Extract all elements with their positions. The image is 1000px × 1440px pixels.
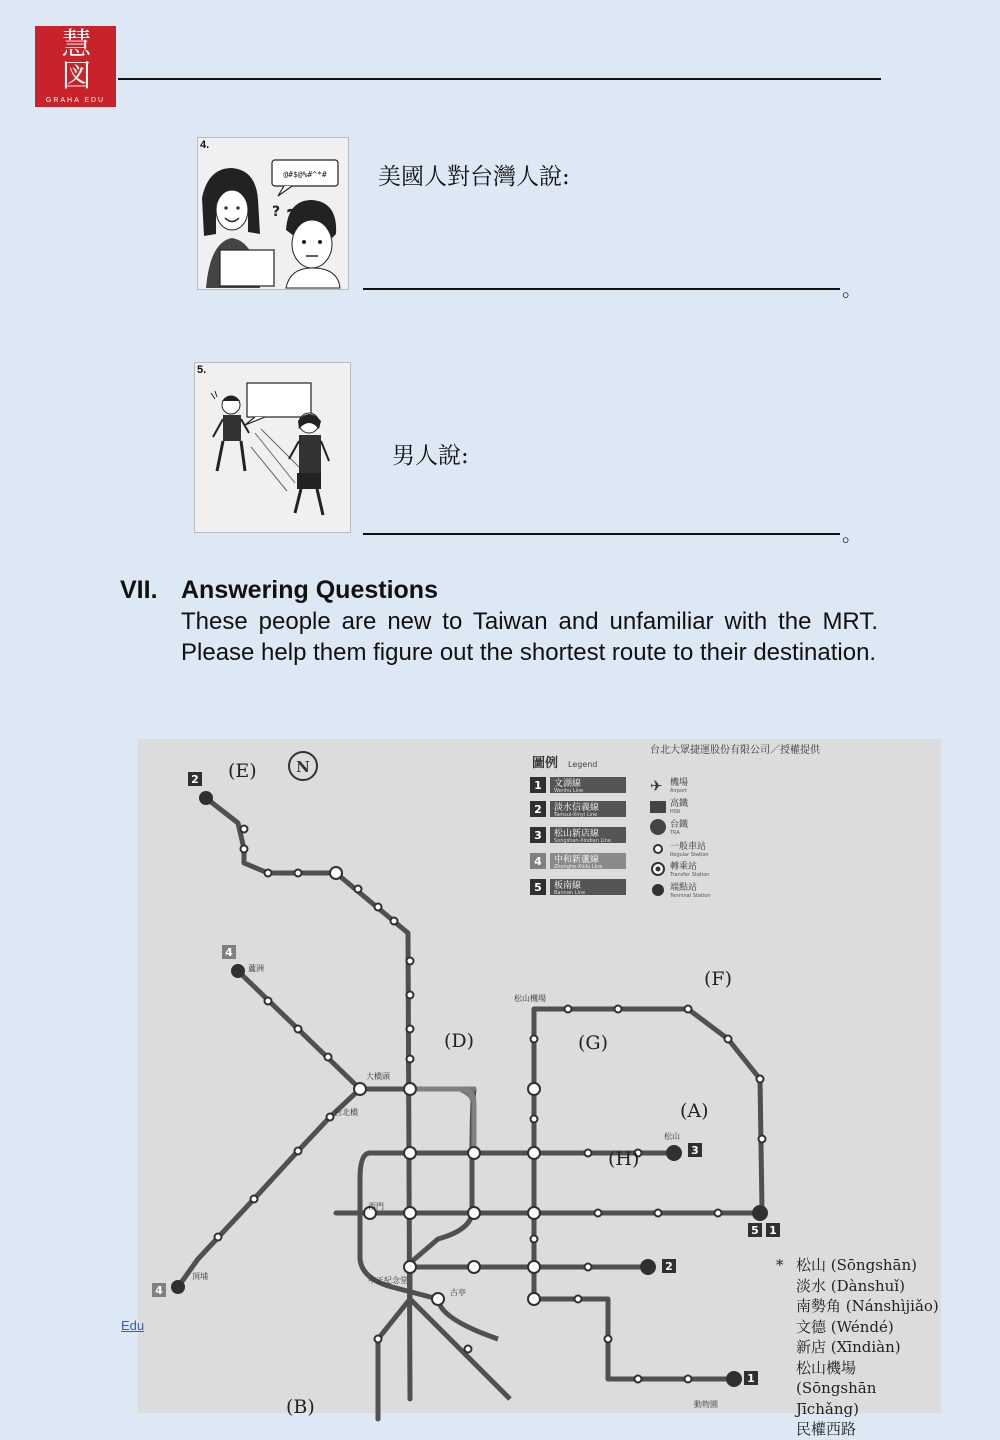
destination-item: 松山 (Sōngshān)	[796, 1256, 918, 1274]
legend-line-2-en: Tamsui-Xinyi Line	[554, 812, 598, 818]
section-title: Answering Questions	[181, 576, 438, 604]
q5-illustration	[194, 362, 351, 533]
legend-line-2-zh: 淡水信義線	[554, 803, 600, 813]
legend-title-en: Legend	[568, 760, 598, 769]
legend-line-3-num: 3	[534, 829, 542, 842]
q4-answer-blank[interactable]	[363, 288, 840, 290]
badge-4-south-text: 4	[155, 1284, 163, 1297]
legend-terminal-zh: 端點站	[670, 883, 698, 893]
legend-title: 圖例	[532, 756, 559, 771]
legend-line-3-en: Songshan-Xindian Line	[554, 838, 611, 844]
legend-transfer-zh: 轉乘站	[670, 862, 698, 872]
legend-line-5-num: 5	[534, 881, 542, 894]
legend-transfer-en: Transfer Station	[670, 872, 710, 878]
destination-item: 淡水 (Dànshuǐ)	[796, 1276, 905, 1295]
legend-line-2-num: 2	[534, 803, 542, 816]
legend-line-1-num: 1	[534, 779, 542, 792]
station-guting: 古亭	[450, 1288, 466, 1297]
destination-item: (Sōngshān Jīchǎng)	[796, 1379, 877, 1418]
star-marker-icon: *	[776, 1256, 784, 1274]
station-ximen: 西門	[368, 1202, 384, 1211]
question-mark-icon: ?	[286, 205, 298, 229]
station-cks-memorial: 中正紀念堂	[368, 1276, 408, 1285]
station-zoo: 動物園	[694, 1400, 718, 1409]
legend-line-4-en: Zhonghe-Xinlu Line	[554, 864, 603, 870]
legend-tra-zh: 台鐵	[670, 820, 689, 830]
destination-item: 南勢角 (Nánshìjiǎo)	[796, 1297, 939, 1315]
station-dingpu: 頂埔	[192, 1272, 208, 1281]
terminal-station-icon	[652, 884, 664, 896]
airport-icon: ✈	[650, 777, 663, 795]
legend-terminal-en: Terminal Station	[670, 893, 711, 899]
north-symbol: N	[296, 758, 310, 776]
section-number: VII.	[120, 576, 158, 604]
hsr-icon	[650, 801, 666, 813]
badge-5-text: 5	[751, 1224, 759, 1237]
badge-2-east-text: 2	[665, 1260, 673, 1273]
legend-line-4-num: 4	[534, 855, 542, 868]
legend-tra-en: TRA	[670, 830, 680, 836]
destination-item: 松山機場	[796, 1358, 857, 1377]
point-label-h: (H)	[608, 1148, 640, 1170]
legend-line-5-en: Bannan Line	[554, 890, 586, 896]
badge-2-north-text: 2	[191, 773, 199, 786]
line-4-main	[360, 1089, 474, 1419]
q4-illustration	[197, 137, 349, 290]
q5-prompt: 男人說:	[392, 443, 469, 469]
destination-item: 民權西路	[796, 1420, 857, 1438]
legend-line-1-zh: 文湖線	[554, 779, 582, 789]
point-label-e: (E)	[228, 760, 257, 782]
tra-icon	[650, 819, 666, 835]
graha-edu-logo	[35, 26, 116, 107]
map-provider: 台北大眾捷運股份有限公司／授權提供	[650, 745, 820, 756]
badge-1-south-text: 1	[747, 1372, 755, 1385]
logo-subtitle: GRAHA EDU	[45, 97, 106, 104]
mrt-map	[138, 739, 941, 1438]
southern-branch	[410, 1299, 510, 1399]
destination-item: 文德 (Wéndé)	[796, 1317, 894, 1336]
legend-line-3-zh: 松山新店線	[554, 829, 600, 839]
station-tamsui-terminal	[200, 792, 212, 804]
line-2-tamsui-xinyi	[206, 798, 410, 1399]
legend-line-4-zh: 中和新蘆線	[554, 855, 600, 865]
badge-4-luzhou-text: 4	[225, 946, 233, 959]
point-label-a: (A)	[680, 1100, 709, 1122]
q5-number: 5.	[197, 364, 207, 376]
point-label-g: (G)	[578, 1032, 609, 1054]
station-songshan: 松山	[664, 1132, 680, 1141]
station-songshan-airport: 松山機場	[514, 994, 546, 1003]
line-1-wenhu	[534, 1009, 762, 1379]
q4-period: 。	[842, 277, 862, 301]
legend-airport-zh: 機場	[670, 778, 689, 788]
q4-prompt: 美國人對台灣人說:	[378, 164, 570, 190]
station-taipei-bridge: 台北橋	[334, 1108, 358, 1117]
badge-1-east-text: 1	[769, 1224, 777, 1237]
credit-link[interactable]: Edu	[121, 1318, 145, 1333]
station-luzhou: 蘆洲	[248, 964, 264, 973]
legend-regular-en: Regular Station	[670, 852, 709, 858]
legend-regular-zh: 一般車站	[670, 842, 707, 852]
legend-line-1-en: Wenhu Line	[554, 788, 584, 794]
q4-bubble-text: @#$@%#^*#	[283, 170, 327, 179]
badge-3-text: 3	[691, 1144, 699, 1157]
section-instruction: These people are new to Taiwan and unfamiliar with the MRT. Please help them figure out the shortest route to their destination.	[181, 608, 878, 666]
station-daqiaotou: 大橋頭	[366, 1072, 390, 1081]
header-rule	[118, 78, 881, 80]
q4-number: 4.	[200, 139, 210, 151]
destination-item: 新店 (Xīndiàn)	[796, 1338, 901, 1356]
svg-text:?: ?	[272, 204, 281, 220]
q5-answer-blank[interactable]	[363, 533, 840, 535]
legend-hsr-zh: 高鐵	[670, 799, 689, 809]
logo-glyph: 慧 図	[61, 27, 90, 94]
destination-list	[776, 1255, 941, 1440]
q5-period: 。	[842, 522, 862, 546]
legend-line-5-zh: 板南線	[554, 881, 582, 891]
point-label-b: (B)	[286, 1396, 315, 1418]
regular-station-icon	[654, 845, 662, 853]
point-label-f: (F)	[704, 968, 733, 990]
legend-hsr-en: HSR	[670, 809, 681, 815]
point-label-d: (D)	[444, 1030, 475, 1052]
legend-airport-en: Airport	[670, 788, 688, 794]
loop-d	[410, 1089, 474, 1149]
